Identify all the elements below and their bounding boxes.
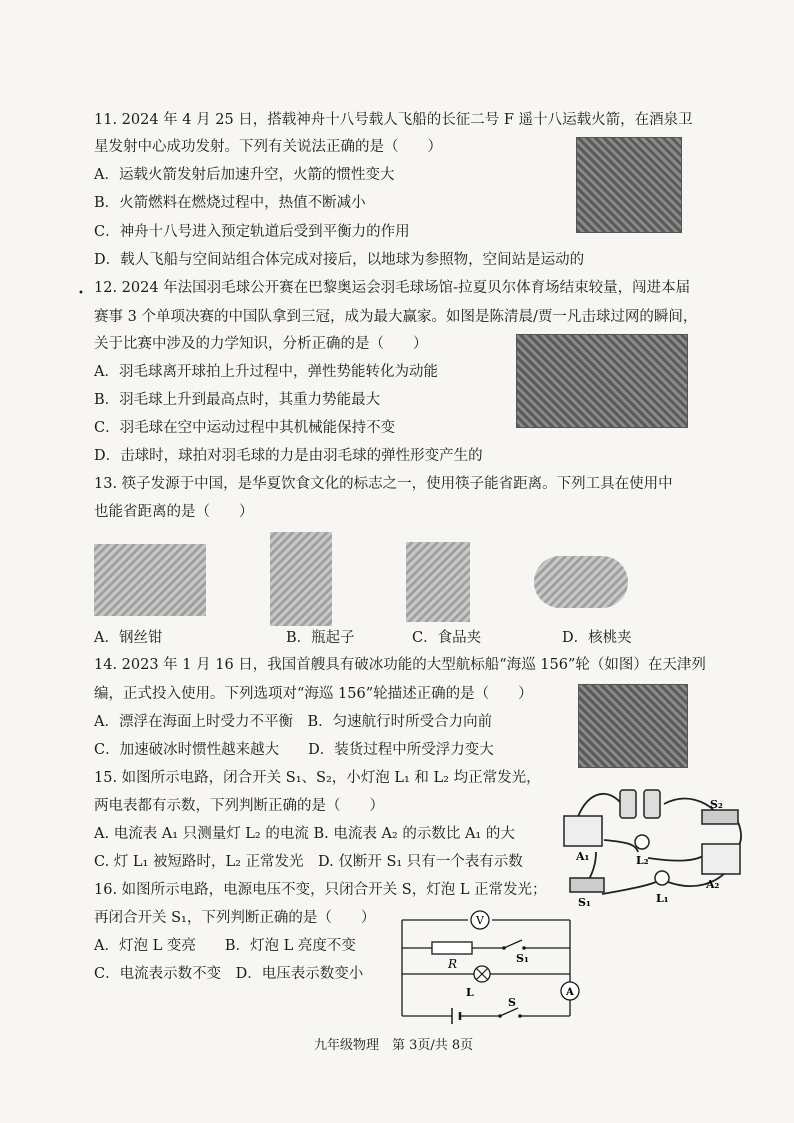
q11-option-d: D．载人飞船与空间站组合体完成对接后，以地球为参照物，空间站是运动的 bbox=[94, 252, 585, 268]
icebreaker-ship-photo bbox=[578, 684, 688, 768]
q12-option-b: B．羽毛球上升到最高点时，其重力势能最大 bbox=[94, 392, 381, 408]
q13-stem-line1: 13. 筷子发源于中国，是华夏饮食文化的标志之一，使用筷子能省距离。下列工具在使用中 bbox=[94, 476, 673, 492]
q15-stem-line2: 两电表都有示数，下列判断正确的是（ ） bbox=[94, 798, 384, 814]
switch-contact bbox=[518, 1014, 522, 1018]
label-s: S bbox=[508, 996, 516, 1009]
q15-options-ab: A. 电流表 A₁ 只测量灯 L₂ 的电流 B. 电流表 A₂ 的示数比 A₁ 的大 bbox=[94, 826, 515, 842]
q13-stem-line2: 也能省距离的是（ ） bbox=[94, 504, 254, 520]
bulb-l1-icon bbox=[655, 871, 669, 885]
q12-stem-line2: 赛事 3 个单项决赛的中国队拿到三冠，成为最大赢家。如图是陈清晨/贾一凡击球过网的瞬间， bbox=[94, 309, 698, 325]
label-l1: L₁ bbox=[656, 892, 669, 905]
q16-stem-line1: 16. 如图所示电路，电源电压不变，只闭合开关 S，灯泡 L 正常发光； bbox=[94, 882, 547, 898]
wire bbox=[602, 882, 656, 894]
q14-options-ab: A．漂浮在海面上时受力不平衡 B．匀速航行时所受合力向前 bbox=[94, 714, 493, 730]
q12-stem-line3: 关于比赛中涉及的力学知识，分析正确的是（ ） bbox=[94, 336, 428, 352]
q15-circuit-diagram bbox=[556, 782, 744, 922]
switch-s1-blade bbox=[504, 940, 522, 948]
label-v: V bbox=[476, 914, 484, 927]
switch-s1-icon bbox=[570, 878, 604, 892]
ammeter-a2-icon bbox=[702, 844, 740, 874]
switch-contact bbox=[498, 1014, 502, 1018]
resistor-icon bbox=[432, 942, 472, 954]
q13-option-a: A．钢丝钳 bbox=[94, 630, 163, 646]
q16-options-ab: A．灯泡 L 变亮 B．灯泡 L 亮度不变 bbox=[94, 938, 356, 954]
switch-s-blade bbox=[500, 1008, 518, 1016]
q12-stem-line1: 12. 2024 年法国羽毛球公开赛在巴黎奥运会羽毛球场馆-拉夏贝尔体育场结束较量，闯进本届 bbox=[94, 280, 691, 296]
badminton-photo bbox=[516, 334, 688, 428]
label-l2: L₂ bbox=[636, 854, 649, 867]
q14-options-cd: C．加速破冰时惯性越来越大 D．装货过程中所受浮力变大 bbox=[94, 742, 494, 758]
q15-options-cd: C. 灯 L₁ 被短路时，L₂ 正常发光 D. 仅断开 S₁ 只有一个表有示数 bbox=[94, 854, 523, 870]
q16-circuit-diagram bbox=[396, 908, 580, 1028]
wire-pliers-photo bbox=[94, 544, 206, 616]
wire bbox=[648, 854, 706, 861]
nutcracker-photo bbox=[534, 556, 628, 608]
q14-stem-line1: 14. 2023 年 1 月 16 日，我国首艘具有破冰功能的大型航标船“海巡 156”轮（如图）在天津列 bbox=[94, 657, 706, 673]
q16-stem-line2: 再闭合开关 S₁，下列判断正确的是（ ） bbox=[94, 910, 376, 926]
battery-icon bbox=[620, 790, 636, 818]
page-footer: 九年级物理 第 3页/共 8页 bbox=[314, 1038, 474, 1053]
bulb-icon bbox=[474, 966, 490, 982]
q13-option-d: D．核桃夹 bbox=[562, 630, 632, 646]
switch-s2-icon bbox=[702, 810, 738, 824]
label-l: L bbox=[466, 986, 474, 999]
label-s1: S₁ bbox=[516, 952, 529, 965]
q11-option-c: C．神舟十八号进入预定轨道后受到平衡力的作用 bbox=[94, 224, 410, 240]
q12-option-d: D．击球时，球拍对羽毛球的力是由羽毛球的弹性形变产生的 bbox=[94, 448, 483, 464]
label-a: A bbox=[566, 987, 574, 998]
label-s1: S₁ bbox=[578, 896, 591, 909]
switch-contact bbox=[502, 946, 506, 950]
label-r: R bbox=[448, 957, 458, 971]
q16-options-cd: C．电流表示数不变 D．电压表示数变小 bbox=[94, 966, 364, 982]
battery-icon bbox=[644, 790, 660, 818]
bottle-opener-photo bbox=[270, 532, 332, 626]
label-s2: S₂ bbox=[710, 798, 723, 811]
switch-contact bbox=[522, 946, 526, 950]
q13-option-b: B．瓶起子 bbox=[286, 630, 355, 646]
margin-dot: • bbox=[78, 288, 84, 299]
label-a1: A₁ bbox=[576, 850, 590, 863]
q11-stem-line2: 星发射中心成功发射。下列有关说法正确的是（ ） bbox=[94, 139, 442, 155]
food-tongs-photo bbox=[406, 542, 470, 622]
label-a2: A₂ bbox=[706, 878, 720, 891]
q12-option-a: A．羽毛球离开球拍上升过程中，弹性势能转化为动能 bbox=[94, 364, 438, 380]
q14-stem-line2: 编，正式投入使用。下列选项对“海巡 156”轮描述正确的是（ ） bbox=[94, 686, 533, 702]
wire bbox=[604, 840, 638, 852]
rocket-launch-photo bbox=[576, 137, 682, 233]
bulb-l2-icon bbox=[635, 835, 649, 849]
q12-option-c: C．羽毛球在空中运动过程中其机械能保持不变 bbox=[94, 420, 396, 436]
q11-option-a: A．运载火箭发射后加速升空，火箭的惯性变大 bbox=[94, 167, 395, 183]
ammeter-a1-icon bbox=[564, 816, 602, 846]
q11-option-b: B．火箭燃料在燃烧过程中，热值不断减小 bbox=[94, 195, 366, 211]
q15-stem-line1: 15. 如图所示电路，闭合开关 S₁、S₂，小灯泡 L₁ 和 L₂ 均正常发光， bbox=[94, 770, 541, 786]
q11-stem-line1: 11. 2024 年 4 月 25 日，搭载神舟十八号载人飞船的长征二号 F 遥十八运载火箭，在酒泉卫 bbox=[94, 112, 693, 128]
q13-option-c: C．食品夹 bbox=[412, 630, 482, 646]
